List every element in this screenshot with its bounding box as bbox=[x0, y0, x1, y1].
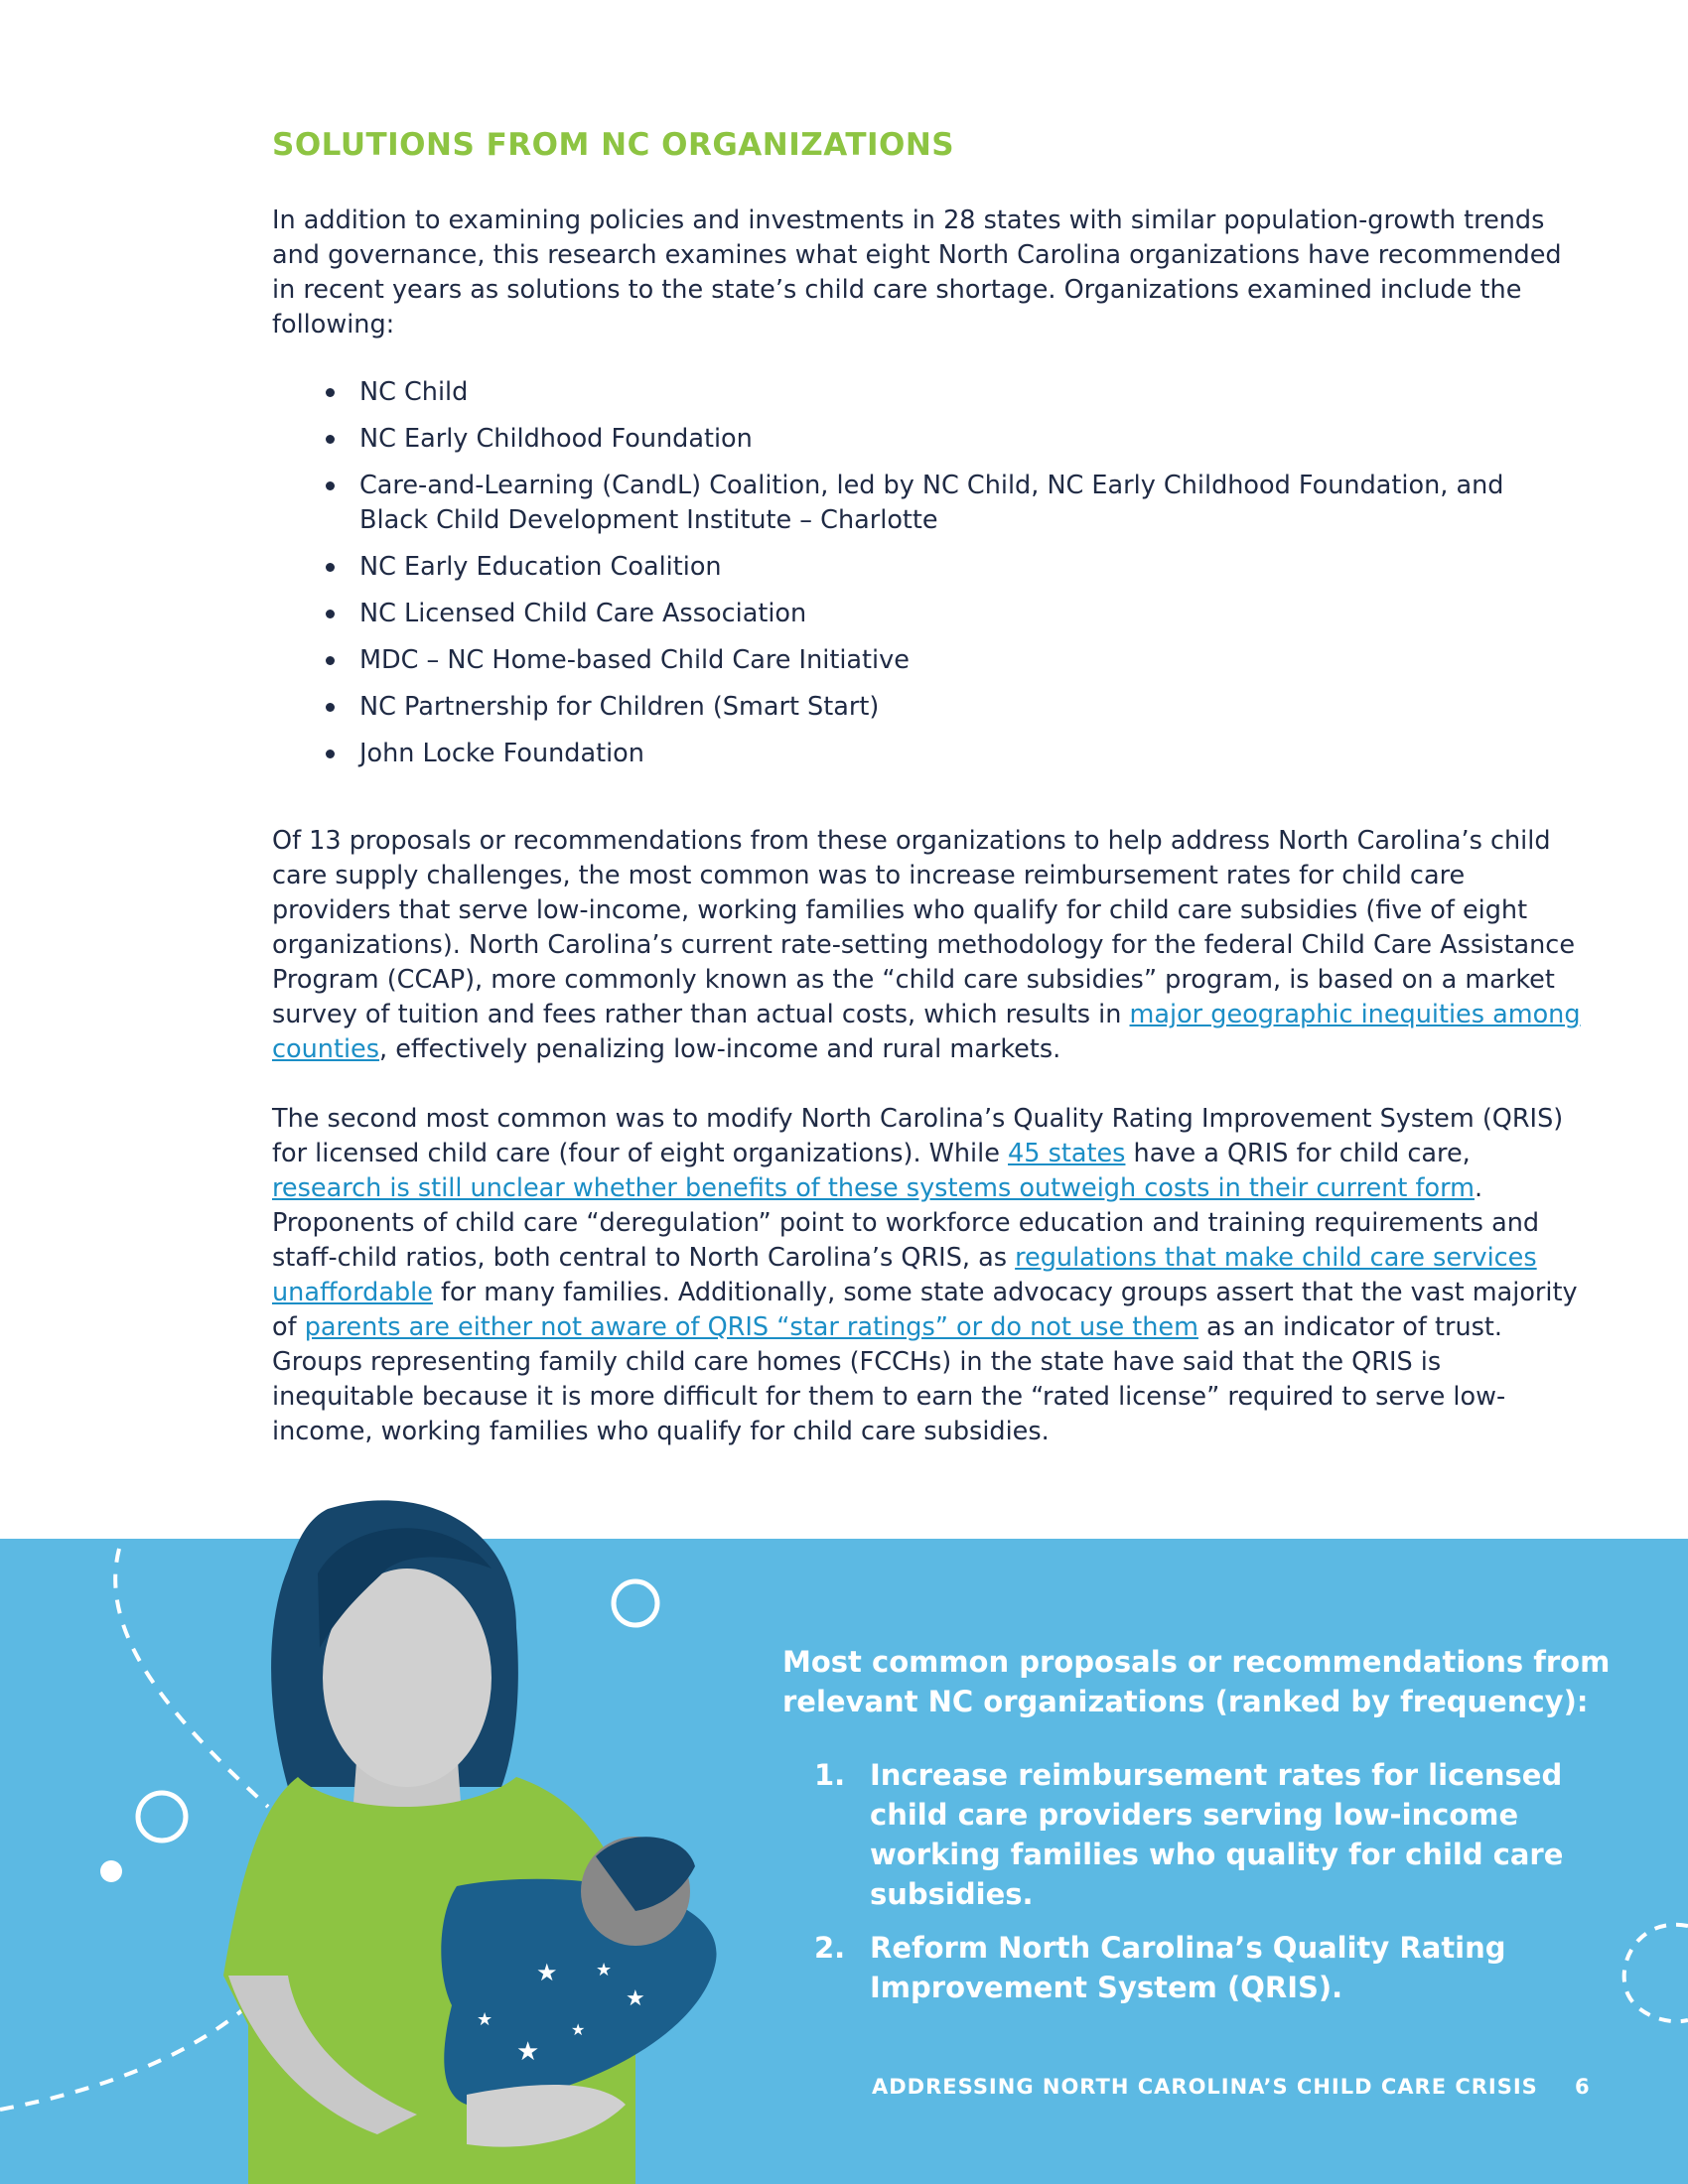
bullet-icon bbox=[326, 610, 335, 618]
callout-list bbox=[814, 1755, 1609, 2021]
list-item: Care-and-Learning (CandL) Coalition, led by NC Child, NC Early Childhood Foundation, and Black Child Development Institute – Charlotte bbox=[298, 469, 1539, 538]
geographic-inequities-link[interactable]: major geographic inequities among counties bbox=[272, 1000, 1581, 1064]
bullet-icon bbox=[326, 703, 335, 712]
section-heading: SOLUTIONS FROM NC ORGANIZATIONS bbox=[272, 127, 955, 163]
organizations-list bbox=[298, 375, 1539, 783]
bullet-icon bbox=[326, 481, 335, 490]
bullet-icon bbox=[326, 563, 335, 572]
list-item: 1. Increase reimbursement rates for licensed child care providers serving low-income working families who quality for child care subsidies. bbox=[814, 1758, 1564, 1911]
list-item: NC Child bbox=[298, 375, 1539, 410]
list-item: NC Early Childhood Foundation bbox=[298, 422, 1539, 457]
intro-paragraph: In addition to examining policies and investments in 28 states with similar population-growth trends and governance, this research examines what eight North Carolina organizations have recommended in recent years as solutions to the state’s child care shortage. Organizations examined include the following: bbox=[272, 205, 1562, 340]
dot-decoration bbox=[100, 1860, 122, 1882]
callout-title: Most common proposals or recommendations from relevant NC organizations (ranked by frequency): bbox=[782, 1645, 1611, 1718]
bullet-icon bbox=[326, 750, 335, 758]
star-icon: ★ bbox=[571, 2020, 586, 2039]
dashed-arc-decoration-bottom bbox=[0, 2005, 248, 2110]
star-icon: ★ bbox=[536, 1959, 558, 1986]
bullet-icon bbox=[326, 656, 335, 665]
list-item: 2. Reform North Carolina’s Quality Rating Improvement System (QRIS). bbox=[814, 1931, 1506, 2004]
list-item: NC Early Education Coalition bbox=[298, 550, 1539, 585]
parents-not-aware-link[interactable]: parents are either not aware of QRIS “star ratings” or do not use them bbox=[304, 1312, 1198, 1342]
star-icon: ★ bbox=[596, 1960, 613, 1980]
list-item: NC Licensed Child Care Association bbox=[298, 597, 1539, 631]
regulations-unaffordable-link[interactable]: regulations that make child care services unaffordable bbox=[272, 1243, 1537, 1307]
circle-decoration bbox=[614, 1581, 657, 1625]
circle-decoration bbox=[138, 1793, 186, 1841]
45-states-link[interactable]: 45 states bbox=[1008, 1139, 1126, 1168]
star-icon: ★ bbox=[626, 1986, 645, 2011]
star-icon: ★ bbox=[477, 2009, 493, 2030]
dashed-arc-decoration bbox=[115, 1549, 268, 1807]
dashed-circle-decoration bbox=[1624, 1925, 1688, 2022]
star-icon: ★ bbox=[516, 2037, 540, 2067]
research-unclear-link[interactable]: research is still unclear whether benefits of these systems outweigh costs in their current form bbox=[272, 1173, 1475, 1203]
bullet-icon bbox=[326, 388, 335, 397]
page-number: 6 bbox=[1575, 2075, 1590, 2099]
reimbursement-paragraph: Of 13 proposals or recommendations from these organizations to help address North Carolina’s child care supply challenges, the most common was to increase reimbursement rates for child care providers that serve low-income, working families who qualify for child care subsidies (five of eight organizations). North Carolina’s current rate-setting methodology for the federal Child Care Assistance Program (CCAP), more commonly known as the “child care subsidies” program, is based on a market survey of tuition and fees rather than actual costs, which results in major geographic inequities among counties, effectively penalizing low-income and rural markets. bbox=[272, 826, 1581, 1064]
list-item: MDC – NC Home-based Child Care Initiative bbox=[298, 643, 1539, 678]
list-item: John Locke Foundation bbox=[298, 737, 1539, 771]
bullet-icon bbox=[326, 435, 335, 444]
list-item: NC Partnership for Children (Smart Start) bbox=[298, 690, 1539, 725]
qris-paragraph: The second most common was to modify North Carolina’s Quality Rating Improvement System (QRIS) for licensed child care (four of eight organizations). While 45 states have a QRIS for child care, research is still unclear whether benefits of these systems outweigh costs in their current form. Proponents of child care “deregulation” point to workforce education and training requirements and staff-child ratios, both central to North Carolina’s QRIS, as regulations that make child care services unaffordable for many families. Additionally, some state advocacy groups assert that the vast majority of parents are either not aware of QRIS “star ratings” or do not use them as an indicator of trust. Groups representing family child care homes (FCCHs) in the state have said that the QRIS is inequitable because it is more difficult for them to earn the “rated license” required to serve low-income, working families who qualify for child care subsidies. bbox=[272, 1104, 1578, 1446]
footer-title: ADDRESSING NORTH CAROLINA’S CHILD CARE CRISIS bbox=[872, 2075, 1538, 2099]
